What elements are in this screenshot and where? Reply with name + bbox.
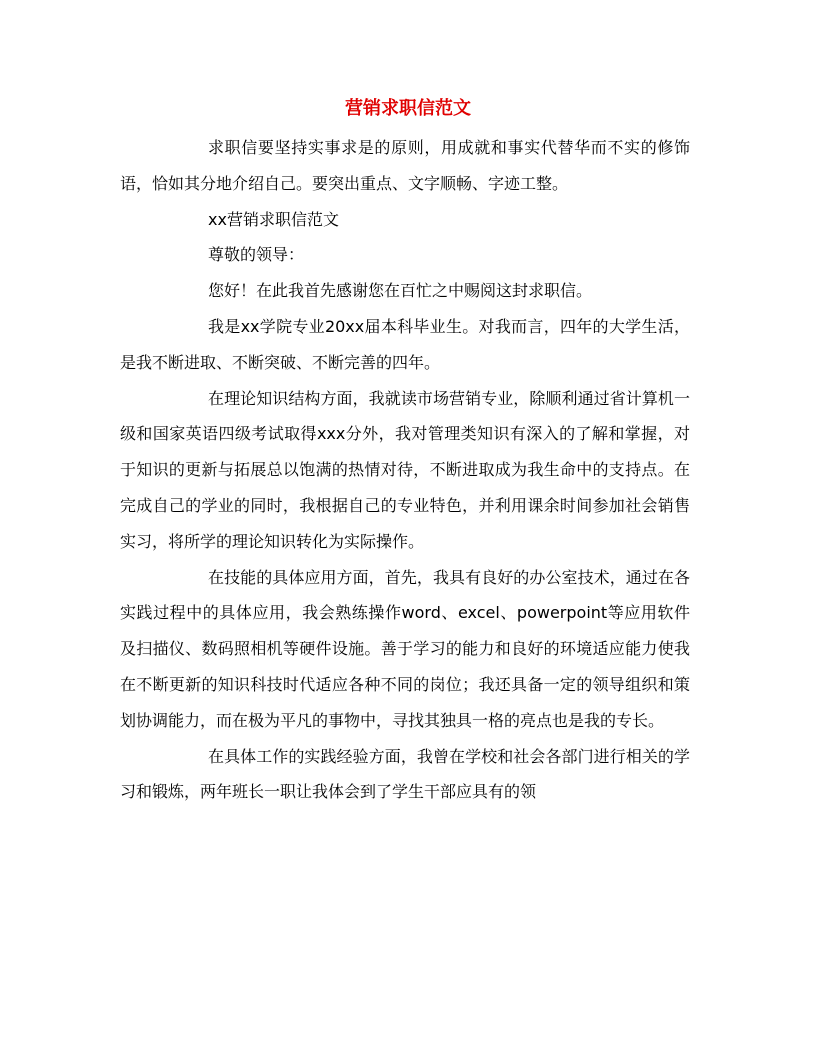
paragraph-experience: 在具体工作的实践经验方面，我曾在学校和社会各部门进行相关的学习和锻炼，两年班长一职让我体会到了学生干部应具有的领 [120,746,690,802]
document-title: 营销求职信范文 [345,98,471,119]
paragraph-subtitle: xx营销求职信范文 [208,209,339,229]
document-body [120,130,690,810]
paragraph-intro: 求职信要坚持实事求是的原则，用成就和事实代替华而不实的修饰语，恰如其分地介绍自己。要突出重点、文字顺畅、字迹工整。 [120,138,690,193]
paragraph-salutation: 尊敬的领导： [208,245,305,265]
paragraph-background: 我是xx学院专业20xx届本科毕业生。对我而言，四年的大学生活，是我不断进取、不断突破、不断完善的四年。 [120,316,690,372]
paragraph-theory: 在理论知识结构方面，我就读市场营销专业，除顺利通过省计算机一级和国家英语四级考试取得xxx分外，我对管理类知识有深入的了解和掌握，对于知识的更新与拓展总以饱满的热情对待，不断进取成为我生命中的支持点。在完成自己的学业的同时，我根据自己的专业特色，并利用课余时间参加社会销售实习，将所学的理论知识转化为实际操作。 [120,388,690,551]
paragraph-skills: 在技能的具体应用方面，首先，我具有良好的办公室技术，通过在各实践过程中的具体应用，我会熟练操作word、excel、powerpoint等应用软件及扫描仪、数码照相机等硬件设施。善于学习的能力和良好的环境适应能力使我在不断更新的知识科技时代适应各种不同的岗位；我还具备一定的领导组织和策划协调能力，而在极为平凡的事物中，寻找其独具一格的亮点也是我的专长。 [120,567,690,730]
paragraph-greeting: 您好！在此我首先感谢您在百忙之中赐阅这封求职信。 [208,281,593,301]
